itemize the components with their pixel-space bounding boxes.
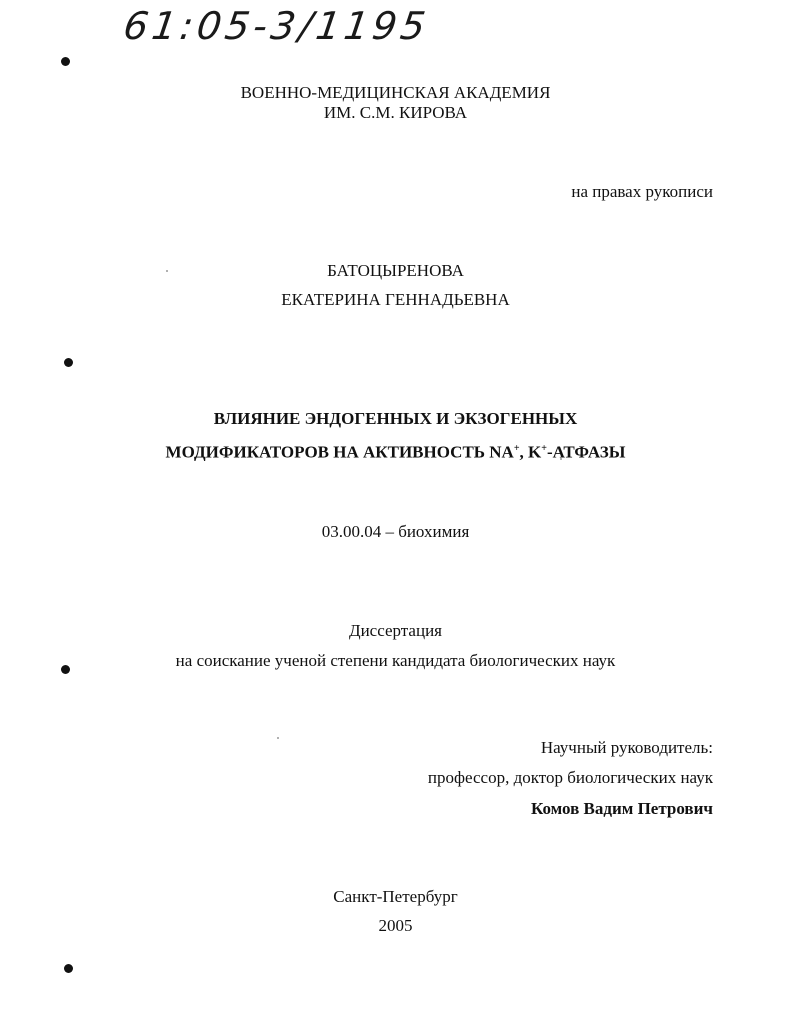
supervisor-name: Комов Вадим Петрович xyxy=(530,799,713,818)
thesis-title-line2 xyxy=(0,434,791,468)
thesis-title-part1: МОДИФИКАТОРОВ НА АКТИВНОСТЬ NA xyxy=(165,442,514,462)
archive-code: 61:05-3/1195 xyxy=(120,4,433,48)
institution-line1: ВОЕННО-МЕДИЦИНСКАЯ АКАДЕМИЯ xyxy=(240,83,551,102)
punch-hole xyxy=(64,358,73,367)
author-name: ЕКАТЕРИНА ГЕННАДЬЕВНА xyxy=(281,290,510,309)
author-surname: БАТОЦЫРЕНОВА xyxy=(327,261,464,280)
city: Санкт-Петербург xyxy=(333,887,458,906)
year: 2005 xyxy=(378,916,413,935)
scan-speck xyxy=(277,737,279,739)
supervisor-title: профессор, доктор биологических наук xyxy=(427,768,713,787)
specialty: 03.00.04 – биохимия xyxy=(321,522,470,541)
thesis-title-sup2: + xyxy=(541,443,547,454)
degree-type: Диссертация xyxy=(348,621,442,640)
institution-line2: ИМ. С.М. КИРОВА xyxy=(323,103,468,122)
punch-hole xyxy=(64,964,73,973)
thesis-title-sup1: + xyxy=(513,443,520,454)
punch-hole xyxy=(61,57,70,66)
supervisor-label: Научный руководитель: xyxy=(540,738,713,757)
thesis-title-part3: -АТФАЗЫ xyxy=(546,442,626,462)
manuscript-note: на правах рукописи xyxy=(571,182,713,201)
degree-description: на соискание ученой степени кандидата биологических наук xyxy=(175,651,616,670)
thesis-title-part2: , K xyxy=(519,442,542,462)
thesis-title-line1: ВЛИЯНИЕ ЭНДОГЕННЫХ И ЭКЗОГЕННЫХ xyxy=(213,409,578,428)
